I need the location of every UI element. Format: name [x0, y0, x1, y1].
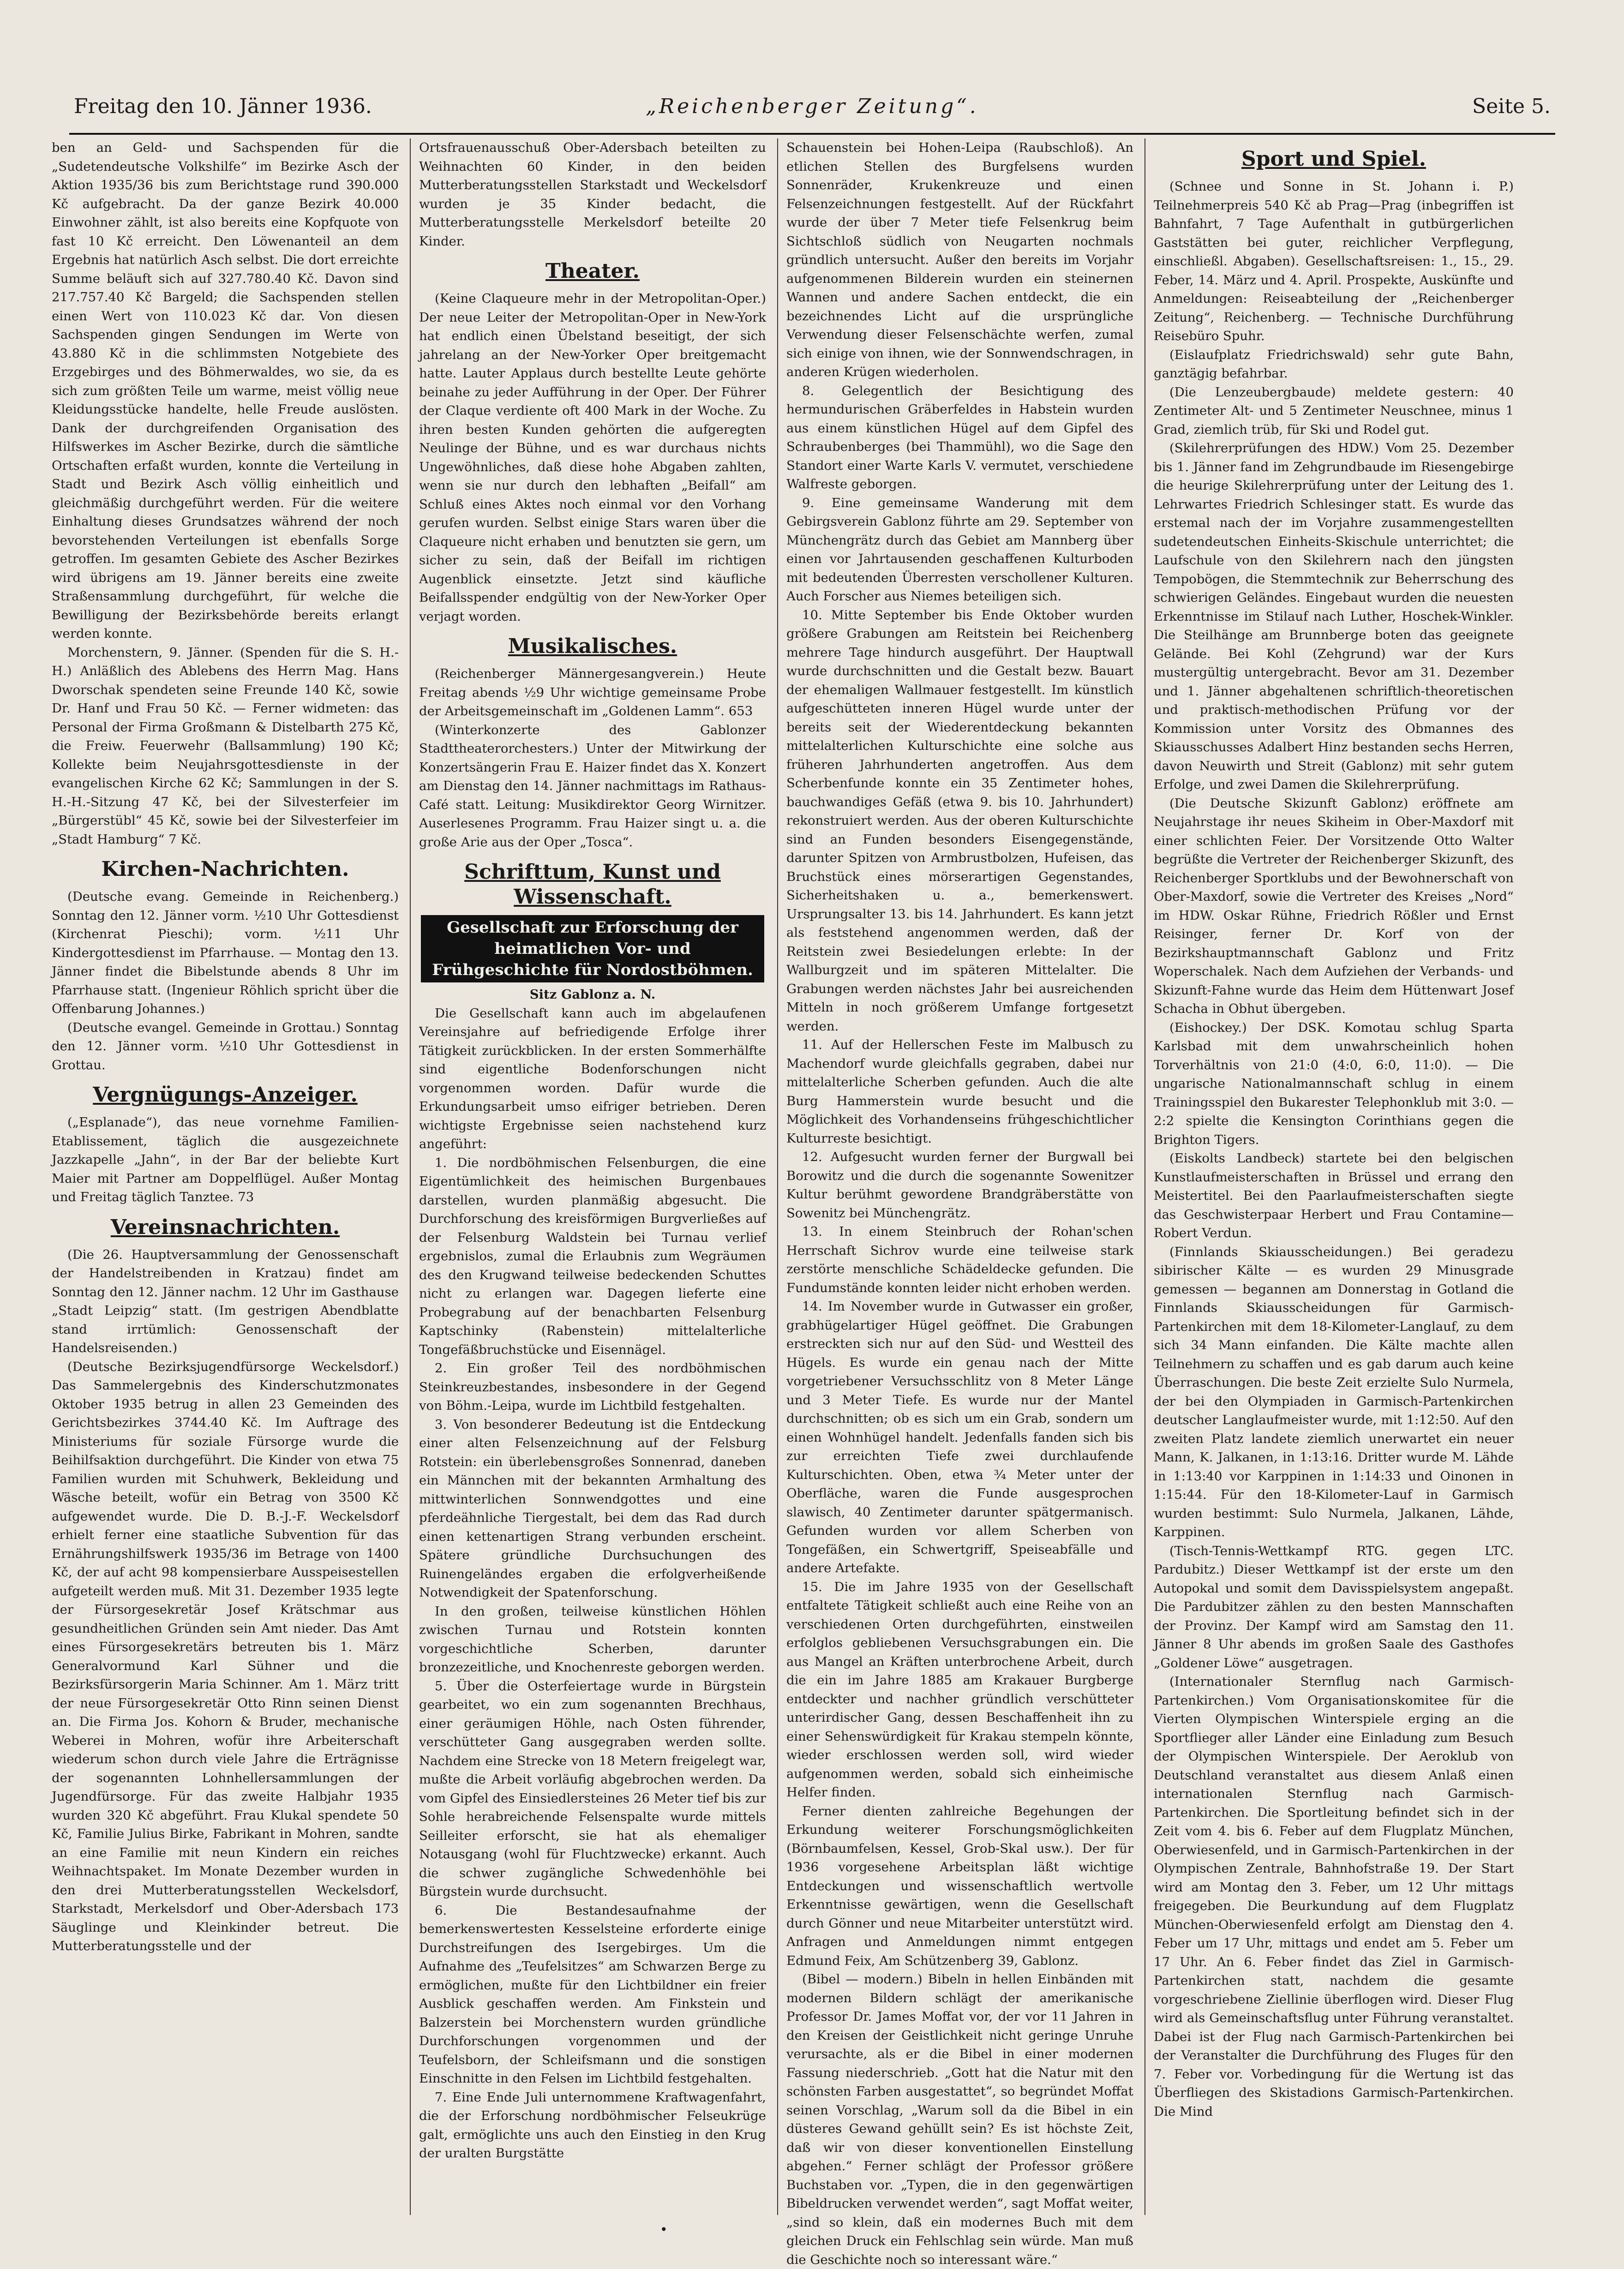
article-text: 9. Eine gemeinsame Wanderung mit dem Gebirgsverein Gablonz führte am 29. September von Münchengrätz durch das Gebiet am Mannberg über einen vor Jahrtausenden geschaffenen Kulturboden mit bedeutenden Überresten verschollener Kulturen. Auch Forscher aus Niemes beteiligen sich. — [786, 495, 1133, 604]
article-text: (Reichenberger Männergesangverein.) Heute Freitag abends ½9 Uhr wichtige gemeinsame Probe der Arbeitsgemeinschaft im „Goldenen Lamm“. 653 — [419, 666, 766, 718]
column-divider — [410, 138, 411, 2215]
article-text: (Skilehrerprüfungen des HDW.) Vom 25. Dezember bis 1. Jänner fand im Zehgrundbaude im Riesengebirge die heurige Skilehrerprüfung unter der Leitung des 1. Lehrwartes Friedrich Schlesinger statt. Es wurde das erstemal nach der im Vorjahre zusammengestellten sudetendeutschen Einheits-Skischule unterrichtet; die Laufschule von den Skilehrern nach den jüngsten Tempobögen, die Stemmtechnik zur Beherrschung des schwierigen Geländes. Eingebaut wurden die neuesten Erkenntnisse im Stilauf nach Luther, Hoschek-Winkler. Die Steilhänge am Brunnberge boten das geeignete Gelände. Bei Kohl (Zehgrund) war der Kurs mustergültig untergebracht. Bevor am 31. Dezember und 1. Jänner abgehaltenen schriftlich-theoretischen und praktisch-methodischen Prüfung vor der Kommission unter Vorsitz des Obmannes des Skiausschusses Adalbert Hinz bestanden sechs Herren, davon Neuwirth und Streit (Gablonz) mit sehr gutem Erfolge, und zwei Damen die Skilehrerprüfung. — [1154, 441, 1514, 792]
column-divider — [777, 138, 778, 2215]
article-text: (Deutsche evangel. Gemeinde in Grottau.) Sonntag den 12. Jänner vorm. ½10 Uhr Gottesdienst in Grottau. — [52, 1020, 399, 1072]
section-heading: Vereinsnachrichten. — [110, 1215, 340, 1239]
column-2 — [419, 138, 766, 2215]
article-text: Die Gesellschaft kann auch im abgelaufenen Vereinsjahre auf befriedigende Erfolge ihrer Tätigkeit zurückblicken. In der ersten Sommerhälfte sind eigentliche Bodenforschungen nicht vorgenommen worden. Dafür wurde die Erkundungsarbeit umso eifriger betrieben. Deren wichtigste Ergebnisse seien nachstehend kurz angeführt: — [419, 1006, 766, 1151]
section-heading: Vergnügungs-Anzeiger. — [93, 1083, 358, 1107]
section-heading: Schrifttum, Kunst und Wissenschaft. — [464, 860, 721, 909]
masthead: „Reichenberger Zeitung“. — [646, 95, 979, 118]
column-4 — [1154, 138, 1514, 2215]
article-text: (Deutsche Bezirksjugendfürsorge Weckelsdorf.) Das Sammelergebnis des Kinderschutzmonates Oktober 1935 betrug in allen 23 Gemeinden des Gerichtsbezirkes 3744.40 Kč. Im Auftrage des Ministeriums für soziale Fürsorge wurde die Beihilfsaktion durchgeführt. Die Kinder von etwa 75 Familien wurden mit Schuhwerk, Bekleidung und Wäsche beteilt, wofür ein Betrag von 3500 Kč aufgewendet wurde. Die D. B.-J.-F. Weckelsdorf erhielt ferner eine staatliche Subvention für das Ernährungshilfswerk 1935/36 im Betrage von 1400 Kč, der auf acht 98 kompensierbare Ausspeisestellen aufgeteilt werden muß. Mit 31. Dezember 1935 legte der Fürsorgesekretär Josef Krätschmar aus gesundheitlichen Gründen sein Amt nieder. Das Amt eines Fürsorgesekretärs betreuten bis 1. März Generalvormund Karl Sühner und die Bezirksfürsorgerin Maria Schinner. Am 1. März tritt der neue Fürsorgesekretär Otto Rinn seinen Dienst an. Die Firma Jos. Kohorn & Bruder, mechanische Weberei in Mohren, wofür ihre Arbeiterschaft wiederum schon durch viele Jahre die Erträgnisse der sogenannten Lohnhellersammlungen der Jugendfürsorge. Für das zweite Halbjahr 1935 wurden 320 Kč abgeführt. Frau Klukal spendete 50 Kč, Familie Julius Birke, Fabrikant in Mohren, sandte an eine Familie mit neun Kindern ein reiches Weihnachtspaket. Im Monate Dezember wurden in den drei Mutterberatungsstellen Weckelsdorf, Starkstadt, Merkelsdorf und Ober-Adersbach 173 Säuglinge und Kleinkinder betreut. Die Mutterberatungsstelle und der — [52, 1359, 399, 1953]
section-heading: Kirchen-Nachrichten. — [101, 857, 349, 881]
article-text: (Finnlands Skiausscheidungen.) Bei geradezu sibirischer Kälte — es wurden 29 Minusgrade gemessen — begannen am Donnerstag in Gotland die Finnlands Skiausscheidungen für Garmisch-Partenkirchen mit dem 18-Kilometer-Langlauf, zu dem sich 34 Mann einfanden. Die Kälte machte allen Teilnehmern zu schaffen und es gab darum auch keine Überraschungen. Die beste Zeit erzielte Sulo Nurmela, der bei den Olympiaden in Garmisch-Partenkirchen deutscher Langlaufmeister wurde, mit 1:12:50. Auf den zweiten Platz landete ziemlich unerwartet ein neuer Mann, K. Jalkanen, in 1:13:16. Dritter wurde M. Lähde in 1:13:40 vor Karppinen in 1:14:33 und Oinonen in 1:15:44. Für den 18-Kilometer-Lauf in Garmisch wurden bestimmt: Sulo Nurmela, Jalkanen, Lähde, Karppinen. — [1154, 1244, 1514, 1539]
section-heading: Theater. — [545, 259, 640, 283]
section-heading: Musikalisches. — [508, 635, 677, 658]
issue-date: Freitag den 10. Jänner 1936. — [74, 95, 372, 118]
article-text: Morchenstern, 9. Jänner. (Spenden für die S. H.-H.) Anläßlich des Ablebens des Herrn Mag. Hans Dworschak spendeten seine Freunde 140 Kč, sowie Dr. Hanf und Frau 50 Kč. — Ferner widmeten: das Personal der Firma Großmann & Distelbarth 275 Kč, die Freiw. Feuerwehr (Ballsammlung) 190 Kč; Kollekte beim Neujahrsgottesdienste in der evangelischen Kirche 62 Kč; Sammlungen in der S. H.-H.-Sitzung 47 Kč, bei der Silvesterfeier im „Bürgerstübl“ 45 Kč, sowie bei der Silvesterfeier im „Stadt Hamburg“ 7 Kč. — [52, 645, 399, 847]
article-text: 8. Gelegentlich der Besichtigung des hermundurischen Gräberfeldes in Habstein wurden aus einem künstlichen Hügel auf dem Gipfel des Schraubenberges (bei Thammühl), wo die Sage den Standort einer Warte Karls V. vermutet, verschiedene Walfreste geborgen. — [786, 383, 1133, 491]
article-text: 14. Im November wurde in Gutwasser ein großer, grabhügelartiger Hügel geöffnet. Die Grabungen erstreckten sich nur auf den Süd- und Westteil des Hügels. Es wurde ein genau nach der Mitte vorgetriebener Versuchsschlitz von 8 Meter Länge und 3 Meter Tiefe. Es wurde nur der Mantel durchschnitten; ob es sich um ein Grab, sondern um einen Wohnhügel handelt. Jedenfalls fanden sich bis zur erreichten Tiefe zwei durchlaufende Kulturschichten. Oben, etwa ¾ Meter unter der Oberfläche, waren die Funde ausgesprochen slawisch, 40 Zentimeter darunter spätgermanisch. Gefunden wurden vor allem Scherben von Tongefäßen, ein Schwertgriff, Speiseabfälle und andere Artefakte. — [786, 1299, 1133, 1575]
article-text: 2. Ein großer Teil des nordböhmischen Steinkreuzbestandes, insbesondere in der Gegend von Böhm.-Leipa, wurde im Lichtbild festgehalten. — [419, 1361, 766, 1413]
article-text: Schauenstein bei Hohen-Leipa (Raubschloß). An etlichen Stellen des Burgfelsens wurden Sonnenräder, Krukenkreuze und einen Felsenzeichnungen festgestellt. Auf der Rückfahrt wurde der über 7 Meter tiefe Felsenkrug beim Sichtschloß südlich von Neugarten nochmals gründlich untersucht. Außer den bereits im Vorjahr aufgenommenen Bilderein wurden ein steinernen Wannen und andere Sachen entdeckt, die ein bezeichnendes Licht auf die ursprüngliche Verwendung dieser Felsenschächte werfen, zumal sich einige von ihnen, wie der Sonnwendschragen, in anderen Krügen wiederholen. — [786, 140, 1133, 379]
article-text: (Bibel — modern.) Bibeln in hellen Einbänden mit modernen Bildern schlägt der amerikanische Professor Dr. James Moffat vor, der vor 11 Jahren in den Kreisen der Geistlichkeit nicht geringe Unruhe verursachte, als er die Bibel in einer modernen Fassung niederschrieb. „Gott hat die Natur mit den schönsten Farben ausgestattet“, so begründet Moffat seinen Vorschlag, „Warum soll da die Bibel in ein düsteres Gewand gehüllt sein? Es ist höchste Zeit, daß wir von dieser konventionellen Einstellung abgehen.“ Ferner schlägt der Professor größere Buchstaben vor. „Typen, die in den gegenwärtigen Bibeldrucken verwendet werden“, sagt Moffat weiter, „sind so klein, daß ein modernes Buch mit dem gleichen Druck ein Fehlschlag sein würde. Man muß die Geschichte noch so interessant wäre.“ — [786, 1972, 1133, 2267]
article-text: 15. Die im Jahre 1935 von der Gesellschaft entfaltete Tätigkeit schließt auch eine Reihe von an verschiedenen Orten durchgeführten, einstweilen erfolglos gebliebenen Versuchsgrabungen ein. Die aus Mangel an Kräften unterbrochene Arbeit, durch die ein im Jahre 1885 am Krakauer Burgberge entdeckter und nachher gründlich verschütteter unterirdischer Gang, dessen Beschaffenheit ihn zu einer Sehenswürdigkeit für Krakau stempeln könnte, wieder erschlossen werden soll, wird wieder aufgenommen werden, sobald sich einheimische Helfer finden. — [786, 1579, 1133, 1800]
page-number: Seite 5. — [1472, 95, 1551, 118]
article-headline: Gesellschaft zur Erforschung der heimatlichen Vor- und Frühgeschichte für Nordostböhmen. — [421, 915, 764, 982]
page-header — [74, 90, 1551, 127]
article-text: 7. Eine Ende Juli unternommene Kraftwagenfahrt, die der Erforschung nordböhmischer Felseukrüge galt, ermöglichte uns auch den Einstieg in den Krug der uralten Burgstätte — [419, 2089, 766, 2161]
ornament-dot: • — [660, 2222, 668, 2237]
article-text: („Esplanade“), das neue vornehme Familien-Etablissement, täglich die ausgezeichnete Jazzkapelle „Jahn“, in der Bar der beliebte Kurt Maier mit Partner am Doppelflügel. Außer Montag und Freitag täglich Tanztee. 73 — [52, 1115, 399, 1204]
header-rule — [69, 133, 1555, 135]
article-text: 11. Auf der Hellerschen Feste im Malbusch zu Machendorf wurde gleichfalls gegraben, dabei nur mittelalterliche Scherben gefunden. Auch die alte Burg Hammerstein wurde besucht und die Möglichkeit des Vorhandenseins frühgeschichtlicher Kulturreste besichtigt. — [786, 1037, 1133, 1146]
article-text: 3. Von besonderer Bedeutung ist die Entdeckung einer alten Felsenzeichnung auf der Felsburg Rotstein: ein überlebensgroßes Sonnenrad, daneben ein Männchen mit der bekannten Armhaltung des mittwinterlichen Sonnwendgottes und eine pferdeähnliche Tiergestalt, bei dem das Rad durch einen kettenartigen Strang verbunden erscheint. Spätere gründliche Durchsuchungen des Ruinengeländes ergaben die erfolgverheißende Notwendigkeit der Spatenforschung. — [419, 1417, 766, 1600]
article-text: 12. Aufgesucht wurden ferner der Burgwall bei Borowitz und die durch die sogenannte Sowenitzer Kultur berühmt gewordene Brandgräberstätte von Sowenitz bei Münchengrätz. — [786, 1149, 1133, 1221]
article-text: (Deutsche evang. Gemeinde in Reichenberg.) Sonntag den 12. Jänner vorm. ½10 Uhr Gottesdienst (Kirchenrat Pieschi); vorm. ½11 Uhr Kindergottesdienst im Pfarrhause. — Montag den 13. Jänner findet die Bibelstunde abends 8 Uhr im Pfarrhause statt. (Ingenieur Röhlich spricht über die Offenbarung Johannes.) — [52, 889, 399, 1016]
article-text: In den großen, teilweise künstlichen Höhlen zwischen Turnau und Rotstein konnten vorgeschichtliche Scherben, darunter bronzezeitliche, und Knochenreste geborgen werden. — [419, 1604, 766, 1675]
article-text: 13. In einem Steinbruch der Rohan'schen Herrschaft Sichrov wurde eine teilweise stark zerstörte menschliche Schädeldecke gefunden. Die Fundumstände konnten leider nicht erhoben werden. — [786, 1224, 1133, 1295]
article-text: Ortsfrauenausschuß Ober-Adersbach beteilten zu Weihnachten 60 Kinder, in den beiden Mutterberatungsstellen Starkstadt und Weckelsdorf wurden je 35 Kinder bedacht, die Mutterberatungsstelle Merkelsdorf beteilte 20 Kinder. — [419, 140, 766, 249]
article-text: (Schnee und Sonne in St. Johann i. P.) Teilnehmerpreis 540 Kč ab Prag—Prag (inbegriffen ist Bahnfahrt, 7 Tage Aufenthalt in gutbürgerlichen Gaststätten bei guter, reichlicher Verpflegung, einschließl. Abgaben). Gesellschaftsreisen: 1., 15., 29. Feber, 14. März und 4. April. Prospekte, Auskünfte und Anmeldungen: Reiseabteilung der „Reichenberger Zeitung“, Reichenberg. — Technische Durchführung Reisebüro Spuhr. — [1154, 179, 1514, 343]
article-text: (Tisch-Tennis-Wettkampf RTG. gegen LTC. Pardubitz.) Dieser Wettkampf ist der erste um den Autopokal und somit dem Davisspielsystem angepaßt. Die Pardubitzer zählen zu den besten Mannschaften der Provinz. Der Kampf wird am Samstag den 11. Jänner 8 Uhr abends im großen Saale des Gasthofes „Goldener Löwe“ ausgetragen. — [1154, 1543, 1514, 1670]
article-text: 6. Die Bestandesaufnahme der bemerkenswertesten Kesselsteine erforderte einige Durchstreifungen des Isergebirges. Um die Aufnahme des „Teufelsitzes“ am Schwarzen Berge zu ermöglichen, mußte für den Lichtbildner ein freier Ausblick geschaffen werden. Am Finkstein und Balzerstein bei Morchenstern wurden gründliche Durchforschungen vorgenommen und der Teufelsborn, der Schleifsmann und die sonstigen Einschnitte in den Felsen im Lichtbild festgehalten. — [419, 1903, 766, 2086]
article-text: (Die Lenzeubergbaude) meldete gestern: 40 Zentimeter Alt- und 5 Zentimeter Neuschnee, minus 1 Grad, ziemlich trüb, für Ski und Rodel gut. — [1154, 384, 1514, 437]
column-1 — [52, 138, 399, 2215]
article-text: (Eiskolts Landbeck) startete bei den belgischen Kunstlaufmeisterschaften in Brüssel und errang den Meistertitel. Bei den Paarlaufmeisterschaften siegte das Geschwisterpaar Herbert und Frau Contamine—Robert Verdun. — [1154, 1151, 1514, 1240]
article-dateline: Sitz Gablonz a. N. — [529, 987, 656, 1002]
article-text: (Die 26. Hauptversammlung der Genossenschaft der Handelstreibenden in Kratzau) findet am Sonntag den 12. Jänner nachm. 12 Uhr im Gasthause „Stadt Leipzig“ statt. (Im gestrigen Abendblatte stand irrtümlich: Genossenschaft der Handelsreisenden.) — [52, 1247, 399, 1355]
article-text: 5. Über die Osterfeiertage wurde in Bürgstein gearbeitet, wo ein zum sogenannten Brechhaus, einer geräumigen Höhle, nach Osten führender, verschütteter Gang ausgegraben werden sollte. Nachdem eine Strecke von 18 Metern freigelegt war, mußte die Arbeit vorläufig abgebrochen werden. Da vom Gipfel des Einsiedlersteines 26 Meter tief bis zur Sohle herabreichende Felsenspalte wurde mittels Seilleiter erforscht, sie hat als ehemaliger Notausgang (wohl für Fluchtzwecke) erkannt. Auch die schwer zugängliche Schwedenhöhle bei Bürgstein wurde durchsucht. — [419, 1678, 766, 1899]
article-text: 1. Die nordböhmischen Felsenburgen, die eine Eigentümlichkeit des heimischen Burgenbaues darstellen, wurden planmäßig abgesucht. Die Durchforschung des kreisförmigen Burgverließes auf der Felsenburg Waldstein bei Turnau verlief ergebnislos, zumal die Erlaubnis zum Wegräumen des den Krugwand teilweise bedeckenden Schuttes nicht zu erlangen war. Dagegen lieferte eine Probegrabung auf der benachbarten Felsenburg Kaptschinky (Rabenstein) mittelalterliche Tongefäßbruchstücke und Eisennägel. — [419, 1155, 766, 1357]
article-text: Ferner dienten zahlreiche Begehungen der Erkundung weiterer Forschungsmöglichkeiten (Börnbaumfelsen, Kessel, Grob-Skal usw.). Der für 1936 vorgesehene Arbeitsplan läßt wichtige Entdeckungen und wissenschaftlich wertvolle Erkenntnisse gewärtigen, wenn die Gesellschaft durch Gönner und neue Mitarbeiter unterstützt wird. Anfragen und Anmeldungen nimmt entgegen Edmund Feix, Am Schützenberg 39, Gablonz. — [786, 1803, 1133, 1968]
article-text: 10. Mitte September bis Ende Oktober wurden größere Grabungen am Reitstein bei Reichenberg mehrere Tage hindurch ausgeführt. Der Hauptwall wurde durchschnitten und die Gestalt bezw. Bauart der ehemaligen Wallmauer festgestellt. Im künstlich aufgeschütteten inneren Hügel wurde unter der bereits seit der Wiederentdeckung bekannten mittelalterlichen Kulturschichte eine solche aus früheren Jahrhunderten angetroffen. Aus dem Scherbenfunde konnte ein 35 Zentimeter hohes, bauchwandiges Gefäß (etwa 9. bis 10. Jahrhundert) rekonstruiert werden. Aus der oberen Kulturschichte sind an Funden besonders Eisengegenstände, darunter Spitzen von Armbrustbolzen, Hufeisen, das Bruchstück eines mörserartigen Gegenstandes, Sicherheitshaken u. a., bemerkenswert. Ursprungsalter 13. bis 14. Jahrhundert. Es kann jetzt als feststehend angenommen werden, daß der Reitstein zwei Besiedelungen erlebte: In der Wallburgzeit und im späteren Mittelalter. Die Grabungen werden nächstes Jahr bei ausreichenden Mitteln in noch größerem Umfange fortgesetzt werden. — [786, 607, 1133, 1034]
article-text: (Keine Claqueure mehr in der Metropolitan-Oper.) Der neue Leiter der Metropolitan-Oper in New-York hat endlich einen Übelstand beseitigt, der sich jahrelang an der New-Yorker Oper breitgemacht hatte. Lauter Applaus durch bestellte Leute gehörte beinahe zu jeder Aufführung in der Oper. Der Führer der Claque verdiente oft 400 Mark in der Woche. Zu ihren besten Kunden gehörten die aufgeregten Neulinge der Bühne, und es war durchaus nichts Ungewöhnliches, daß diese hohe Abgaben zahlten, wenn sie nur durch den lebhaften „Beifall“ am Schluß eines Aktes noch einmal vor den Vorhang gerufen wurden. Selbst einige Stars waren über die Claqueure nicht erhaben und benutzten sie gern, um sicher zu sein, daß der Beifall im richtigen Augenblick einsetzte. Jetzt sind käufliche Beifallsspender endgültig von der New-Yorker Oper verjagt worden. — [419, 291, 766, 624]
article-text: (Eislaufplatz Friedrichswald) sehr gute Bahn, ganztägig befahrbar. — [1154, 347, 1514, 381]
section-heading: Sport und Spiel. — [1241, 147, 1426, 171]
article-text: (Winterkonzerte des Gablonzer Stadttheaterorchesters.) Unter der Mitwirkung der Konzertsängerin Frau E. Haizer findet das X. Konzert am Dienstag den 14. Jänner nachmittags im Rathaus-Café statt. Leitung: Musikdirektor Georg Wirnitzer. Auserlesenes Programm. Frau Haizer singt u. a. die große Arie aus der Oper „Tosca“. — [419, 722, 766, 850]
column-3 — [786, 138, 1133, 2267]
article-text: (Internationaler Sternflug nach Garmisch-Partenkirchen.) Vom Organisationskomitee für die Vierten Olympischen Winterspiele erging an die Sportflieger aller Länder eine Einladung zum Besuch der Olympischen Winterspiele. Der Aeroklub von Deutschland veranstaltet aus diesem Anlaß einen internationalen Sternflug nach Garmisch-Partenkirchen. Die Sportleitung befindet sich in der Zeit vom 4. bis 6. Feber auf dem Flugplatz München, Oberwiesenfeld, und in Garmisch-Partenkirchen in der Olympischen Zentrale, Bahnhofstraße 19. Der Start wird am Montag den 3. Feber, um 12 Uhr mittags freigegeben. Die Beurkundung auf dem Flugplatz München-Oberwiesenfeld erfolgt am Dienstag den 4. Feber um 17 Uhr, mittags und endet am 5. Feber um 17 Uhr. An 6. Feber findet das Ziel in Garmisch-Partenkirchen statt, nachdem die gesamte vorgeschriebene Ziellinie überflogen wird. Dieser Flug wird als Gemeinschaftsflug unter Führung veranstaltet. Dabei ist der Flug nach Garmisch-Partenkirchen bei der Veranstalter die Durchführung des Fluges für den 7. Feber vor. Vorbedingung für die Wertung ist das Überfliegen des Skistadions Garmisch-Partenkirchen. Die Mind — [1154, 1674, 1514, 2119]
article-text: ben an Geld- und Sachspenden für die „Sudetendeutsche Volkshilfe“ im Bezirke Asch der Aktion 1935/36 bis zum Berichtstage rund 390.000 Kč aufgebracht. Da der ganze Bezirk 40.000 Einwohner zählt, ist also bereits eine Kopfquote von fast 10 Kč erreicht. Den Löwenanteil an dem Ergebnis hat natürlich Asch selbst. Die dort erreichte Summe beläuft sich auf 327.780.40 Kč. Davon sind 217.757.40 Kč Bargeld; die Sachspenden stellen einen Wert von 110.023 Kč dar. Von diesen Sachspenden gingen Sendungen im Werte von 43.880 Kč in die schlimmsten Notgebiete des Erzgebirges und des Böhmerwaldes, wo sie, da es sich zum größten Teile um warme, meist völlig neue Kleidungsstücke handelte, helle Freude auslösten. Dank der durchgreifenden Organisation des Hilfswerkes im Ascher Bezirke, durch die sämtliche Ortschaften erfaßt wurden, konnte die Verteilung in Stadt und Bezirk Asch völlig einheitlich und gleichmäßig durchgeführt werden. Für die weitere Einhaltung dieses Grundsatzes während der noch bevorstehenden Verteilungen ist ebenfalls Sorge getroffen. Im gesamten Gebiete des Ascher Bezirkes wird übrigens am 19. Jänner bereits eine zweite Straßensammlung durchgeführt, für welche die Bewilligung der Bezirksbehörde bereits erlangt werden konnte. — [52, 140, 399, 641]
article-text: (Die Deutsche Skizunft Gablonz) eröffnete am Neujahrstage ihr neues Skiheim in Ober-Maxdorf mit einer schlichten Feier. Der Vorsitzende Otto Walter begrüßte die Vertreter der Reichenberger Skizunft, des Reichenberger Sportklubs und der Bewohnerschaft von Ober-Maxdorf, sowie die Vertreter des Kreises „Nord“ im HDW. Oskar Rühne, Friedrich Rößler und Ernst Reisinger, ferner Dr. Korf von der Bezirkshauptmannschaft Gablonz und Fritz Woperschalek. Nach dem Aufziehen der Verbands- und Skizunft-Fahne wurde das Heim dem Hüttenwart Josef Schacha in Obhut übergeben. — [1154, 796, 1514, 1016]
article-text: (Eishockey.) Der DSK. Komotau schlug Sparta Karlsbad mit dem unwahrscheinlich hohen Torverhältnis von 21:0 (4:0, 6:0, 11:0). — Die ungarische Nationalmannschaft schlug in einem Trainingsspiel den Bukarester Telephonklub mit 3:0. — 2:2 spielte die Kensington Corinthians gegen die Brighton Tigers. — [1154, 1020, 1514, 1147]
